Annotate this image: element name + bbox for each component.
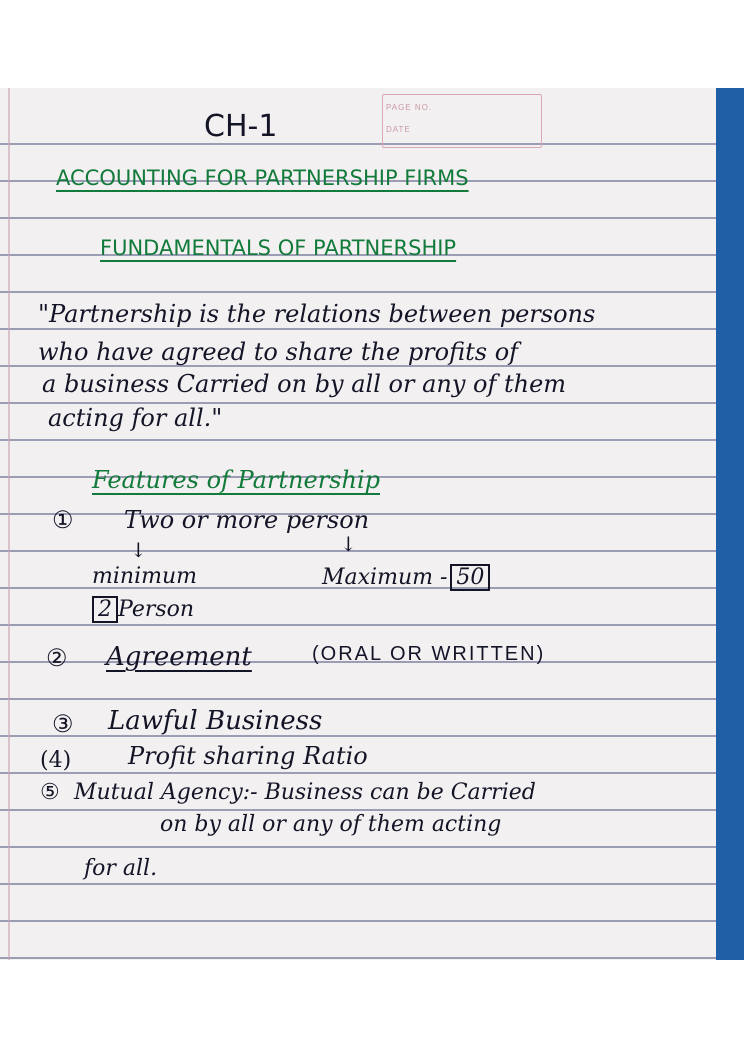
feature-5-line-2: on by all or any of them acting [160, 812, 502, 837]
feature-5-text: Mutual Agency:- Business can be Carried [74, 780, 536, 805]
notebook-cover-edge [716, 88, 744, 960]
feature-3-text: Lawful Business [108, 706, 323, 736]
date-label: DATE [386, 125, 411, 134]
feature-5-line-3: for all. [84, 856, 158, 881]
margin-rule [8, 88, 10, 960]
feature-1-marker: ① [52, 506, 74, 534]
maximum-label: Maximum - 50 [322, 564, 490, 591]
notebook-page [0, 88, 716, 960]
arrow-to-minimum: ↓ [130, 538, 147, 562]
feature-2-note: (ORAL OR WRITTEN) [312, 643, 546, 665]
definition-line-3: a business Carried on by all or any of them [42, 370, 567, 398]
feature-2-marker: ② [46, 644, 68, 672]
feature-3-marker: ③ [52, 710, 74, 738]
feature-1-text: Two or more person [124, 506, 370, 534]
person-label: Person [118, 597, 195, 622]
chapter-heading: CH-1 [204, 109, 278, 144]
page-subtitle: FUNDAMENTALS OF PARTNERSHIP [100, 236, 457, 260]
feature-4-marker: (4) [40, 748, 72, 773]
features-heading: Features of Partnership [92, 466, 380, 494]
minimum-value-row [92, 596, 194, 623]
page-title: ACCOUNTING FOR PARTNERSHIP FIRMS [56, 166, 469, 190]
maximum-value: 50 [450, 564, 490, 591]
definition-line-4: acting for all." [48, 404, 223, 432]
definition-line-1: "Partnership is the relations between persons [38, 300, 596, 328]
page-date-box [382, 94, 542, 148]
feature-5-marker: ⑤ [40, 780, 60, 805]
feature-2-text: Agreement [106, 642, 252, 672]
arrow-to-maximum: ↓ [340, 532, 357, 556]
minimum-label: minimum [92, 564, 197, 589]
definition-line-2: who have agreed to share the profits of [38, 338, 519, 366]
minimum-value: 2 [92, 596, 118, 623]
feature-4-text: Profit sharing Ratio [128, 742, 368, 770]
page-no-label: PAGE NO. [386, 103, 433, 112]
